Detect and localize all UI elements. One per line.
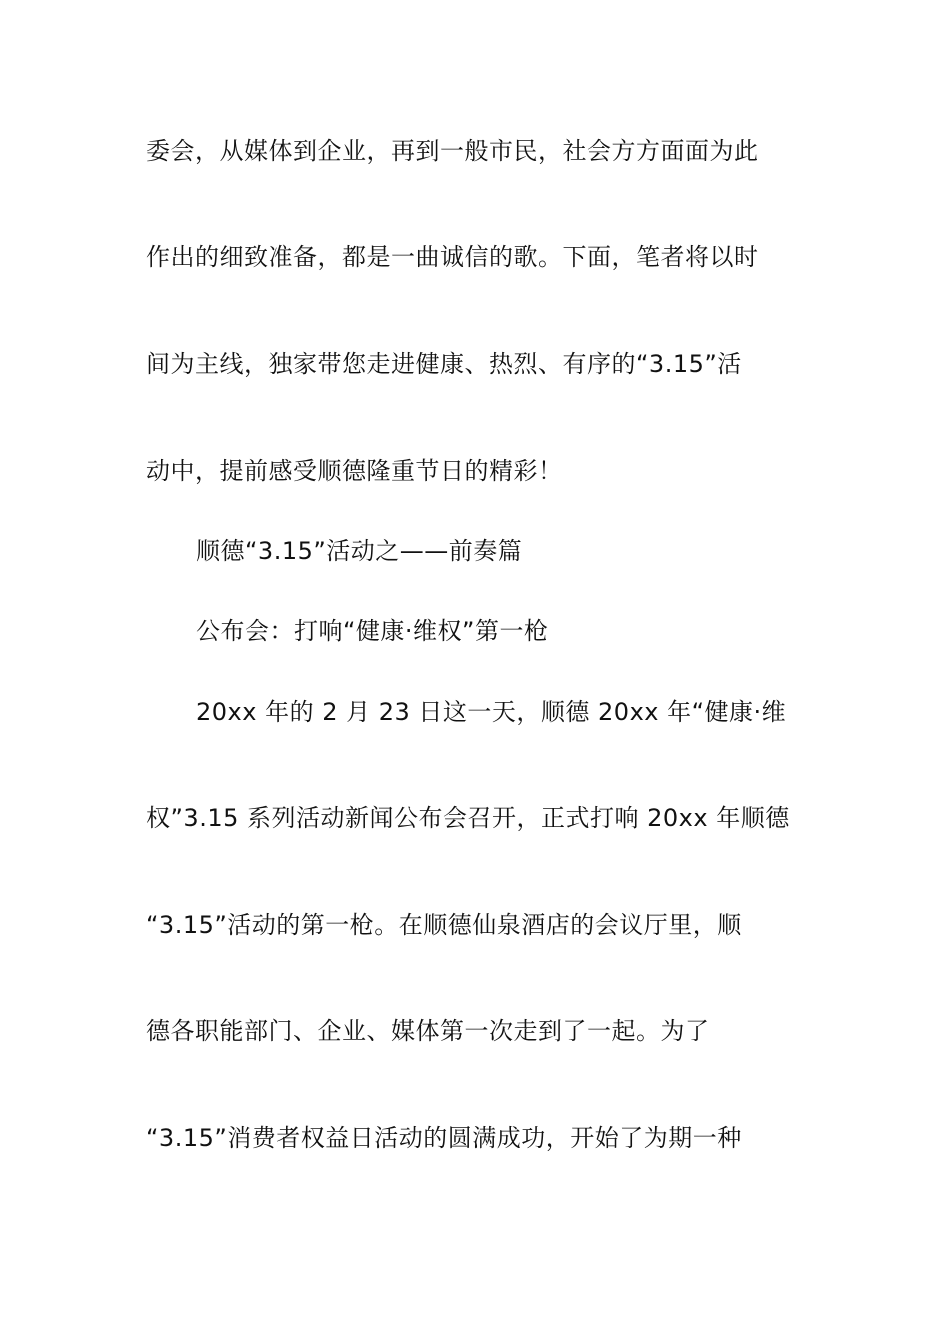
paragraph-line-9: “3.15”活动的第一枪。在顺德仙泉酒店的会议厅里，顺: [146, 911, 742, 939]
paragraph-line-8: 权”3.15 系列活动新闻公布会召开，正式打响 20xx 年顺德: [146, 804, 790, 832]
paragraph-line-3: 间为主线，独家带您走进健康、热烈、有序的“3.15”活: [146, 350, 742, 378]
paragraph-line-2: 作出的细致准备，都是一曲诚信的歌。下面，笔者将以时: [146, 243, 759, 271]
paragraph-line-10: 德各职能部门、企业、媒体第一次走到了一起。为了: [146, 1017, 710, 1045]
paragraph-line-7: 20xx 年的 2 月 23 日这一天，顺德 20xx 年“健康·维: [196, 698, 787, 726]
paragraph-line-11: “3.15”消费者权益日活动的圆满成功，开始了为期一种: [146, 1124, 742, 1152]
paragraph-line-4: 动中，提前感受顺德隆重节日的精彩！: [146, 457, 563, 485]
section-heading: 顺德“3.15”活动之——前奏篇: [196, 537, 523, 565]
sub-heading: 公布会：打响“健康·维权”第一枪: [196, 617, 549, 645]
paragraph-line-1: 委会，从媒体到企业，再到一般市民，社会方方面面为此: [146, 137, 759, 165]
